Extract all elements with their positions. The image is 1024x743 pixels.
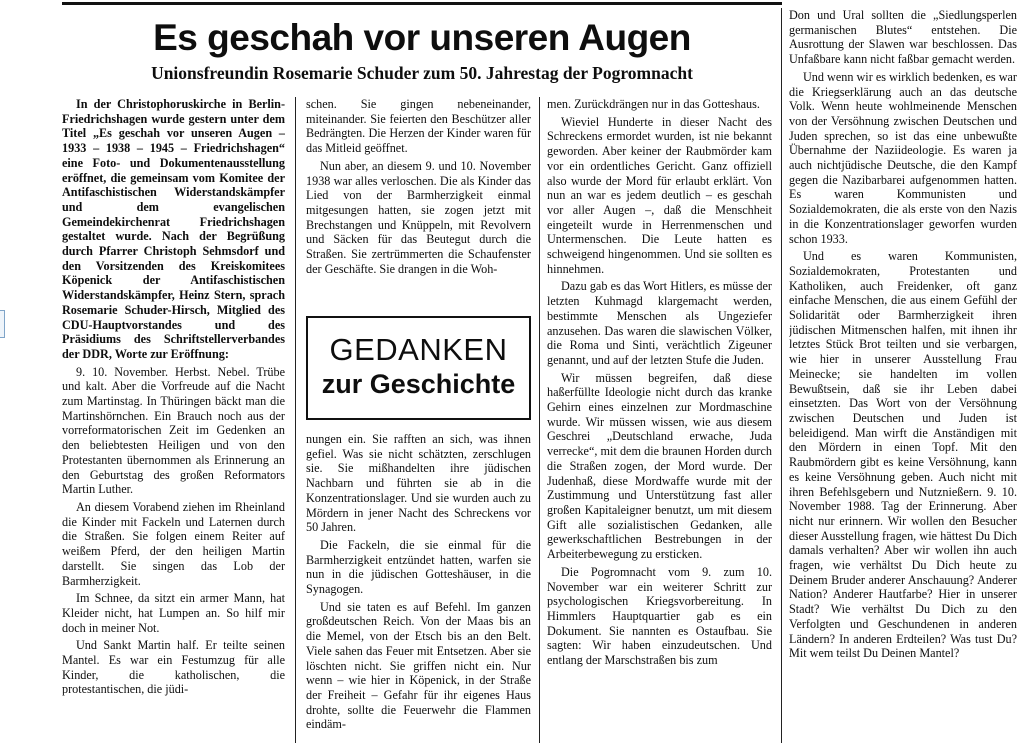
- section-rubric-box: [306, 316, 531, 420]
- article-lead-paragraph: In der Christophoruskirche in Berlin-Friedrichshagen wurde gestern unter dem Titel „Es geschah vor unseren Augen – 1933 – 1938 – 1945 – Friedrichshagen“ eine Foto- und Dokumentenausstellung eröffnet, die gemeinsam vom Komitee der Antifaschistischen Widerstandskämpfer und dem evangelischen Gemeindekirchenrat Friedrichshagen gestaltet wurde. Nach der Begrüßung durch Pfarrer Christoph Sehmsdorf und den Vorsitzenden des Kreiskomitees Köpenick der Antifaschistischen Widerstandskämpfer, Heinz Stern, sprach Rosemarie Schuder-Hirsch, Mitglied des CDU-Hauptvorstandes und des Präsidiums des Schriftstellerverbandes der DDR, Worte zur Eröffnung:: [62, 97, 285, 361]
- article-paragraph: schen. Sie gingen nebeneinander, miteinander. Sie feierten den Beschützer aller Bedrängten. Die Herzen der Kinder waren für das Mitleid geöffnet.: [306, 97, 531, 156]
- article-column-2-bottom: [306, 432, 531, 743]
- article-paragraph: An diesem Vorabend ziehen im Rheinland die Kinder mit Fackeln und Laternen durch die Straßen. Sie folgen einem Reiter auf weißem Pferd, der den heiligen Martin darstellt. Sie singen das Lob der Barmherzigkeit.: [62, 499, 285, 588]
- article-paragraph: Dazu gab es das Wort Hitlers, es müsse der letzten Kuhmagd klargemacht werden, bestimmte Menschen als Ungeziefer anzusehen. Das waren die slawischen Völker, die Roma und Sinti, verächtlich Zigeuner genannt, und auf der letzten Stufe die Juden.: [547, 279, 772, 367]
- column-divider: [539, 97, 540, 743]
- article-column-4: [789, 8, 1017, 743]
- article-paragraph: Im Schnee, da sitzt ein armer Mann, hat Kleider nicht, hat Lumpen an. So hilf mir doch in meiner Not.: [62, 591, 285, 635]
- article-paragraph: nungen ein. Sie rafften an sich, was ihnen gefiel. Was sie nicht schätzten, zerschlugen sie. Sie mißhandelten ihre jüdischen Nachbarn und führten sie ab in die Konzentrationslager. Und sie wurden auch zu Mördern in jener Nacht des Schreckens vor 50 Jahren.: [306, 432, 531, 535]
- scan-edge-marker: [0, 310, 5, 338]
- article-paragraph: Die Pogromnacht vom 9. zum 10. November war ein weiterer Schritt zur psychologischen Kriegsvorbereitung. In Himmlers Hauptquartier gab es ein Dokument. Sie nannten es Ostaufbau. Sie sagten: Wir haben einzudeutschen. Und entlang der Marschstraßen bis zum: [547, 564, 772, 668]
- article-paragraph: Nun aber, an diesem 9. und 10. November 1938 war alles verloschen. Die als Kinder das Lied von der Barmherzigkeit einmal mitgesungen hatten, sie zogen jetzt mit Brechstangen und Knüppeln, mit Revolvern und Säcken für das Beutegut durch die Straßen. Sie zertrümmerten die Schaufenster der Geschäfte. Sie drangen in die Woh-: [306, 158, 531, 276]
- article-paragraph: Und Sankt Martin half. Er teilte seinen Mantel. Es war ein Festumzug für alle Kinder, die katholischen, die protestantischen, die jüdi-: [62, 638, 285, 697]
- article-column-3: [547, 97, 772, 743]
- article-paragraph: Wir müssen begreifen, daß diese haßerfüllte Ideologie nicht durch das kranke Gehirn eines einzelnen zur Mordmaschine wurde. Wir müssen wissen, wie aus diesem Geschrei „Deutschland erwache, Juda verrecke“, mit dem die braunen Horden durch die Straßen zogen, der Mord wurde. Der Judenhaß, diese Mordwaffe wurde mit der Zustimmung und Unterstützung fast aller großen Kapitaleigner benutzt, um mit diesem Gift alle sozialistischen Gedanken, alle gewerkschaftlichen Bestrebungen in der Arbeiterbewegung zu ersticken.: [547, 370, 772, 562]
- top-rule: [62, 2, 782, 5]
- article-paragraph: Und wenn wir es wirklich bedenken, es war die Kriegserklärung auch an das deutsche Volk. Wenn heute wohlmeinende Menschen von der Versöhnung zwischen Deutschen und Juden sprechen, so ist das eine unbewußte Übernahme der Naziideologie. Es waren ja auch nichtjüdische Deutsche, die den Kampf gegen die Nazibarbarei aufgenommen hatten. Es waren Kommunisten und Sozialdemokraten, die als erste von den Nazis in die Konzentrationslager geworfen wurden schon 1933.: [789, 69, 1017, 246]
- rubric-title: GEDANKEN: [329, 332, 508, 367]
- article-paragraph: Und sie taten es auf Befehl. Im ganzen großdeutschen Reich. Von der Maas bis an die Memel, von der Etsch bis an den Belt. Viele sahen das Feuer mit Entsetzen. Aber sie löschten nicht. Sie griffen nicht ein. Nur wenn – wie hier in Köpenick, in der Straße der Freiheit – Gefahr für ihr eigenes Haus drohte, sollte die Feuerwehr die Flammen eindäm-: [306, 599, 531, 732]
- article-column-2-top: [306, 97, 531, 307]
- article-paragraph: men. Zurückdrängen nur in das Gotteshaus.: [547, 97, 760, 111]
- article-paragraph: Wieviel Hunderte in dieser Nacht des Schreckens ermordet wurden, ist nie bekannt geworden. Aber keiner der Raubmörder kam vor ein ordentliches Gericht. Ganz offiziell also wurde der Mord für erlaubt erklärt. Von nun an war es jedem deutlich – es geschah vor aller Augen –, daß die Menschheit eingeteilt wurde in Herrenmenschen und Untermenschen. Die Leute hatten es schweigend hingenommen. Und sie sollten es hinnehmen.: [547, 114, 772, 276]
- article-paragraph: 9. 10. November. Herbst. Nebel. Trübe und kalt. Aber die Vorfreude auf die Nacht zum Martinstag. In Thüringen bäckt man die Martinshörnchen. Ein Brauch noch aus der vorreformatorischen Zeit im Gedenken an den beliebtesten Heiligen und von den Protestanten übernommen als Erinnerung an den Geburtstag des großen Reformators Martin Luther.: [62, 364, 285, 497]
- article-paragraph: Und es waren Kommunisten, Sozialdemokraten, Protestanten und Katholiken, auch Freidenker, oft ganz einfache Menschen, die aus einem Gefühl der Solidarität oder Barmherzigkeit ihren jüdischen Mitmenschen halfen, mit ihnen ihr letztes Stück Brot teilten und sie verbargen, wie hier in unserer Ausstellung Frau Meinecke; sie handelten im vollen Bewußtsein, daß sie ihr Leben dabei einsetzten. Das Wort von der Versöhnung zwischen Deutschen und Juden ist beleidigend. Man wirft die Anständigen mit den Mördern in einen Topf. Mit den Raubmördern gibt es keine Versöhnung, kann es keine Versöhnung geben. Auch nicht mit ihren Befehlsgebern und Nutznießern. 9. 10. November 1988. Tag der Erinnerung. Aber nicht nur erinnern. Wir wollen den Besucher dieser Ausstellung fragen, wie hättest Du Dich damals verhalten? Aber wir wollen ihn auch fragen, wie verhältst Du Dich heute zu Deinem Bruder anderer Anschauung? Anderer Nation? Anderer Hautfarbe? Hier in unserer Stadt? Wie verhältst Du Dich zu den Verfolgten und Geschundenen in anderen Ländern? In anderen Erdteilen? Was tust Du? Mit wem teilst Du Deinen Mantel?: [789, 249, 1017, 661]
- column-divider: [295, 97, 296, 743]
- article-subheadline: Unionsfreundin Rosemarie Schuder zum 50. Jahrestag der Pogromnacht: [151, 63, 693, 83]
- article-paragraph: Don und Ural sollten die „Siedlungsperlen germanischen Blutes“ entstehen. Die Ausrottung der Slawen war beschlossen. Das Unfaßbare kann nicht faßbar gemacht werden.: [789, 8, 1017, 67]
- article-headline: Es geschah vor unseren Augen: [153, 17, 691, 58]
- article-column-1: [62, 97, 285, 743]
- article-paragraph: Die Fackeln, die sie einmal für die Barmherzigkeit entzündet hatten, warfen sie nun in die jüdischen Gotteshäuser, in die Synagogen.: [306, 537, 531, 597]
- column-divider: [781, 8, 782, 743]
- rubric-subtitle: zur Geschichte: [321, 369, 516, 399]
